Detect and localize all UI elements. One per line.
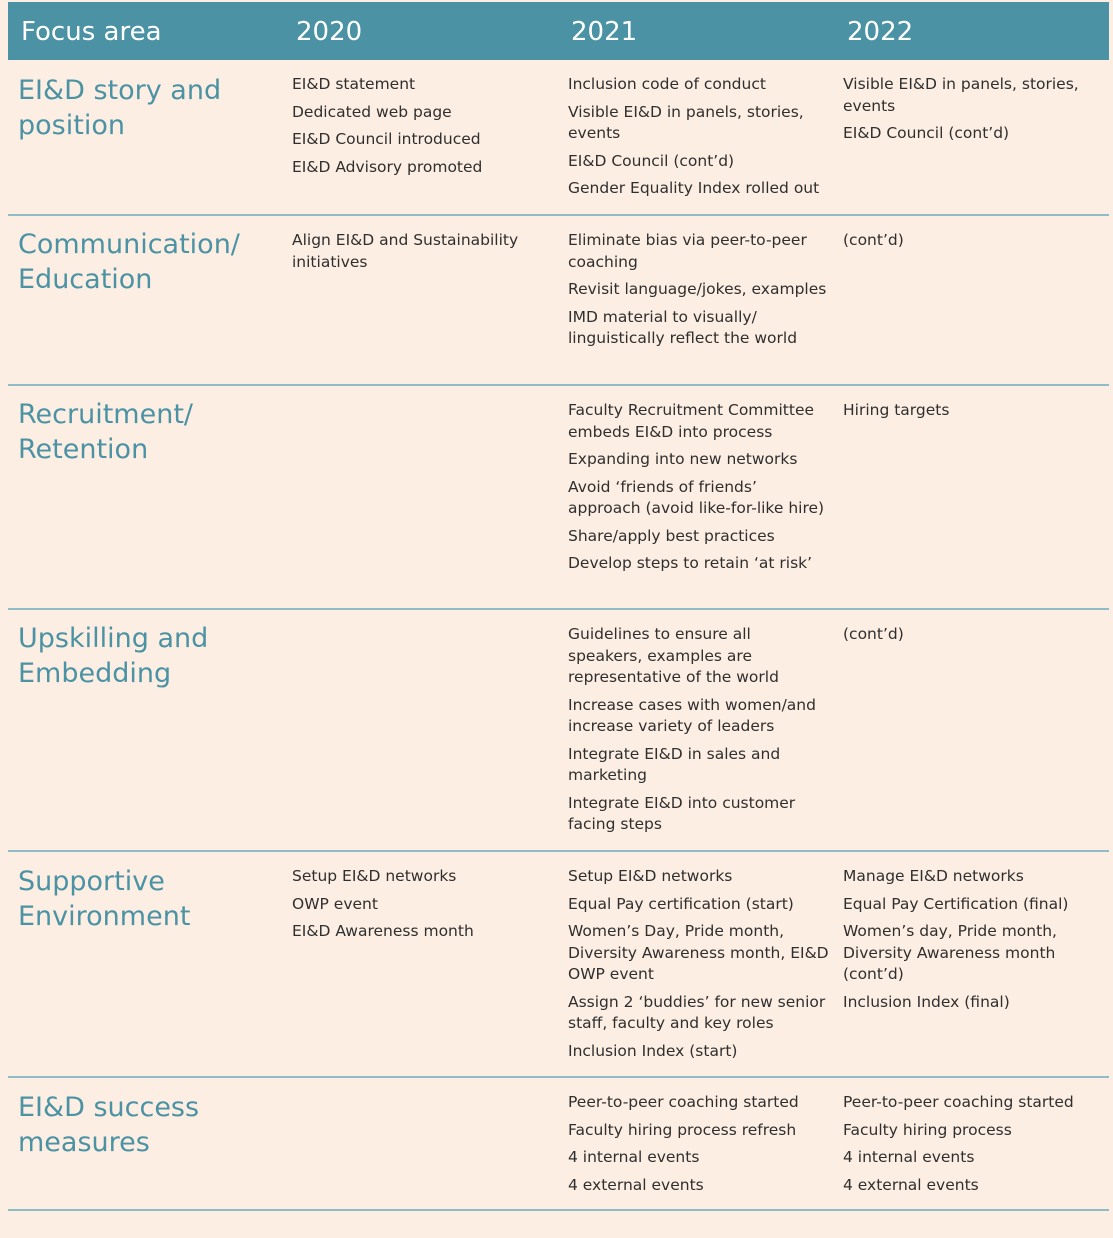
table-header [8, 2, 1109, 60]
cell-2020 [292, 74, 554, 184]
list-item: Inclusion Index (final) [843, 992, 1010, 1011]
list-item: Develop steps to retain ‘at risk’ [568, 554, 813, 572]
list-item: (cont’d) [843, 231, 904, 249]
cell-2022 [843, 230, 1105, 258]
list-item: 4 external events [843, 1175, 979, 1194]
list-item: Assign 2 ‘buddies’ for new senior staff, faculty and key roles [568, 992, 826, 1032]
list-item: Equal Pay Certification (final) [843, 894, 1069, 913]
header-2022: 2022 [847, 17, 914, 47]
focus-area-title: Supportive Environment [18, 866, 191, 932]
cell-2022 [843, 400, 1105, 428]
cell-2022 [843, 866, 1105, 1019]
list-item: Faculty hiring process refresh [568, 1120, 797, 1139]
header-2020: 2020 [296, 17, 363, 47]
list-item: Peer-to-peer coaching started [568, 1093, 799, 1111]
list-item: Visible EI&D in panels, stories, events [843, 75, 1079, 115]
list-item: Eliminate bias via peer-to-peer coaching [568, 231, 807, 271]
list-item: Visible EI&D in panels, stories, events [568, 102, 804, 142]
list-item: EI&D Council (cont’d) [843, 124, 1010, 142]
cell-2021 [568, 866, 830, 1068]
table-row [8, 386, 1109, 610]
list-item: EI&D Council (cont’d) [568, 151, 735, 170]
list-item: Revisit language/jokes, examples [568, 280, 827, 298]
cell-2021 [568, 624, 830, 842]
table-row [8, 1078, 1109, 1211]
list-item: Setup EI&D networks [568, 867, 733, 885]
focus-area-title: Recruitment/ Retention [18, 399, 194, 465]
list-item: Inclusion Index (start) [568, 1041, 738, 1060]
list-item: Women’s day, Pride month, Diversity Awareness month (cont’d) [843, 922, 1057, 983]
list-item: Align EI&D and Sustainability initiatives [292, 231, 519, 271]
list-item: Equal Pay certification (start) [568, 894, 794, 913]
focus-area-title: EI&D success measures [18, 1092, 200, 1158]
cell-2020 [292, 230, 554, 279]
list-item: Avoid ‘friends of friends’ approach (avoid like-for-like hire) [568, 477, 825, 517]
list-item: Women’s Day, Pride month, Diversity Awareness month, EI&D OWP event [568, 922, 829, 983]
list-item: Share/apply best practices [568, 526, 775, 545]
list-item: 4 internal events [843, 1148, 975, 1166]
list-item: OWP event [292, 894, 378, 913]
list-item: 4 internal events [568, 1148, 700, 1166]
list-item: Integrate EI&D in sales and marketing [568, 744, 781, 784]
list-item: EI&D statement [292, 75, 416, 93]
list-item: EI&D Council introduced [292, 130, 481, 148]
table-row [8, 216, 1109, 386]
list-item: Expanding into new networks [568, 450, 798, 468]
header-2021: 2021 [571, 17, 638, 47]
list-item: Peer-to-peer coaching started [843, 1093, 1074, 1111]
list-item: Manage EI&D networks [843, 867, 1024, 885]
cell-2021 [568, 230, 830, 356]
list-item: Inclusion code of conduct [568, 75, 766, 93]
table-row [8, 852, 1109, 1078]
list-item: Guidelines to ensure all speakers, examples are representative of the world [568, 625, 779, 686]
list-item: Increase cases with women/and increase variety of leaders [568, 695, 816, 735]
list-item: EI&D Awareness month [292, 922, 474, 940]
cell-2020 [292, 866, 554, 949]
focus-area-title: Upskilling and Embedding [18, 623, 209, 689]
list-item: IMD material to visually/ linguistically reflect the world [568, 307, 798, 347]
header-focus-area: Focus area [21, 17, 162, 47]
list-item: 4 external events [568, 1175, 704, 1194]
list-item: Faculty hiring process [843, 1120, 1012, 1139]
list-item: Hiring targets [843, 401, 950, 419]
list-item: Setup EI&D networks [292, 867, 457, 885]
list-item: Integrate EI&D into customer facing steps [568, 793, 796, 833]
list-item: Dedicated web page [292, 102, 452, 121]
cell-2021 [568, 1092, 830, 1202]
cell-2022 [843, 1092, 1105, 1202]
table-row [8, 60, 1109, 216]
focus-area-title: Communication/ Education [18, 229, 240, 295]
cell-2022 [843, 74, 1105, 151]
list-item: Gender Equality Index rolled out [568, 179, 820, 197]
cell-2021 [568, 74, 830, 206]
list-item: Faculty Recruitment Committee embeds EI&D into process [568, 401, 815, 441]
list-item: EI&D Advisory promoted [292, 157, 483, 176]
table-row [8, 610, 1109, 852]
cell-2022 [843, 624, 1105, 652]
cell-2021 [568, 400, 830, 581]
list-item: (cont’d) [843, 625, 904, 643]
focus-area-title: EI&D story and position [18, 75, 222, 141]
